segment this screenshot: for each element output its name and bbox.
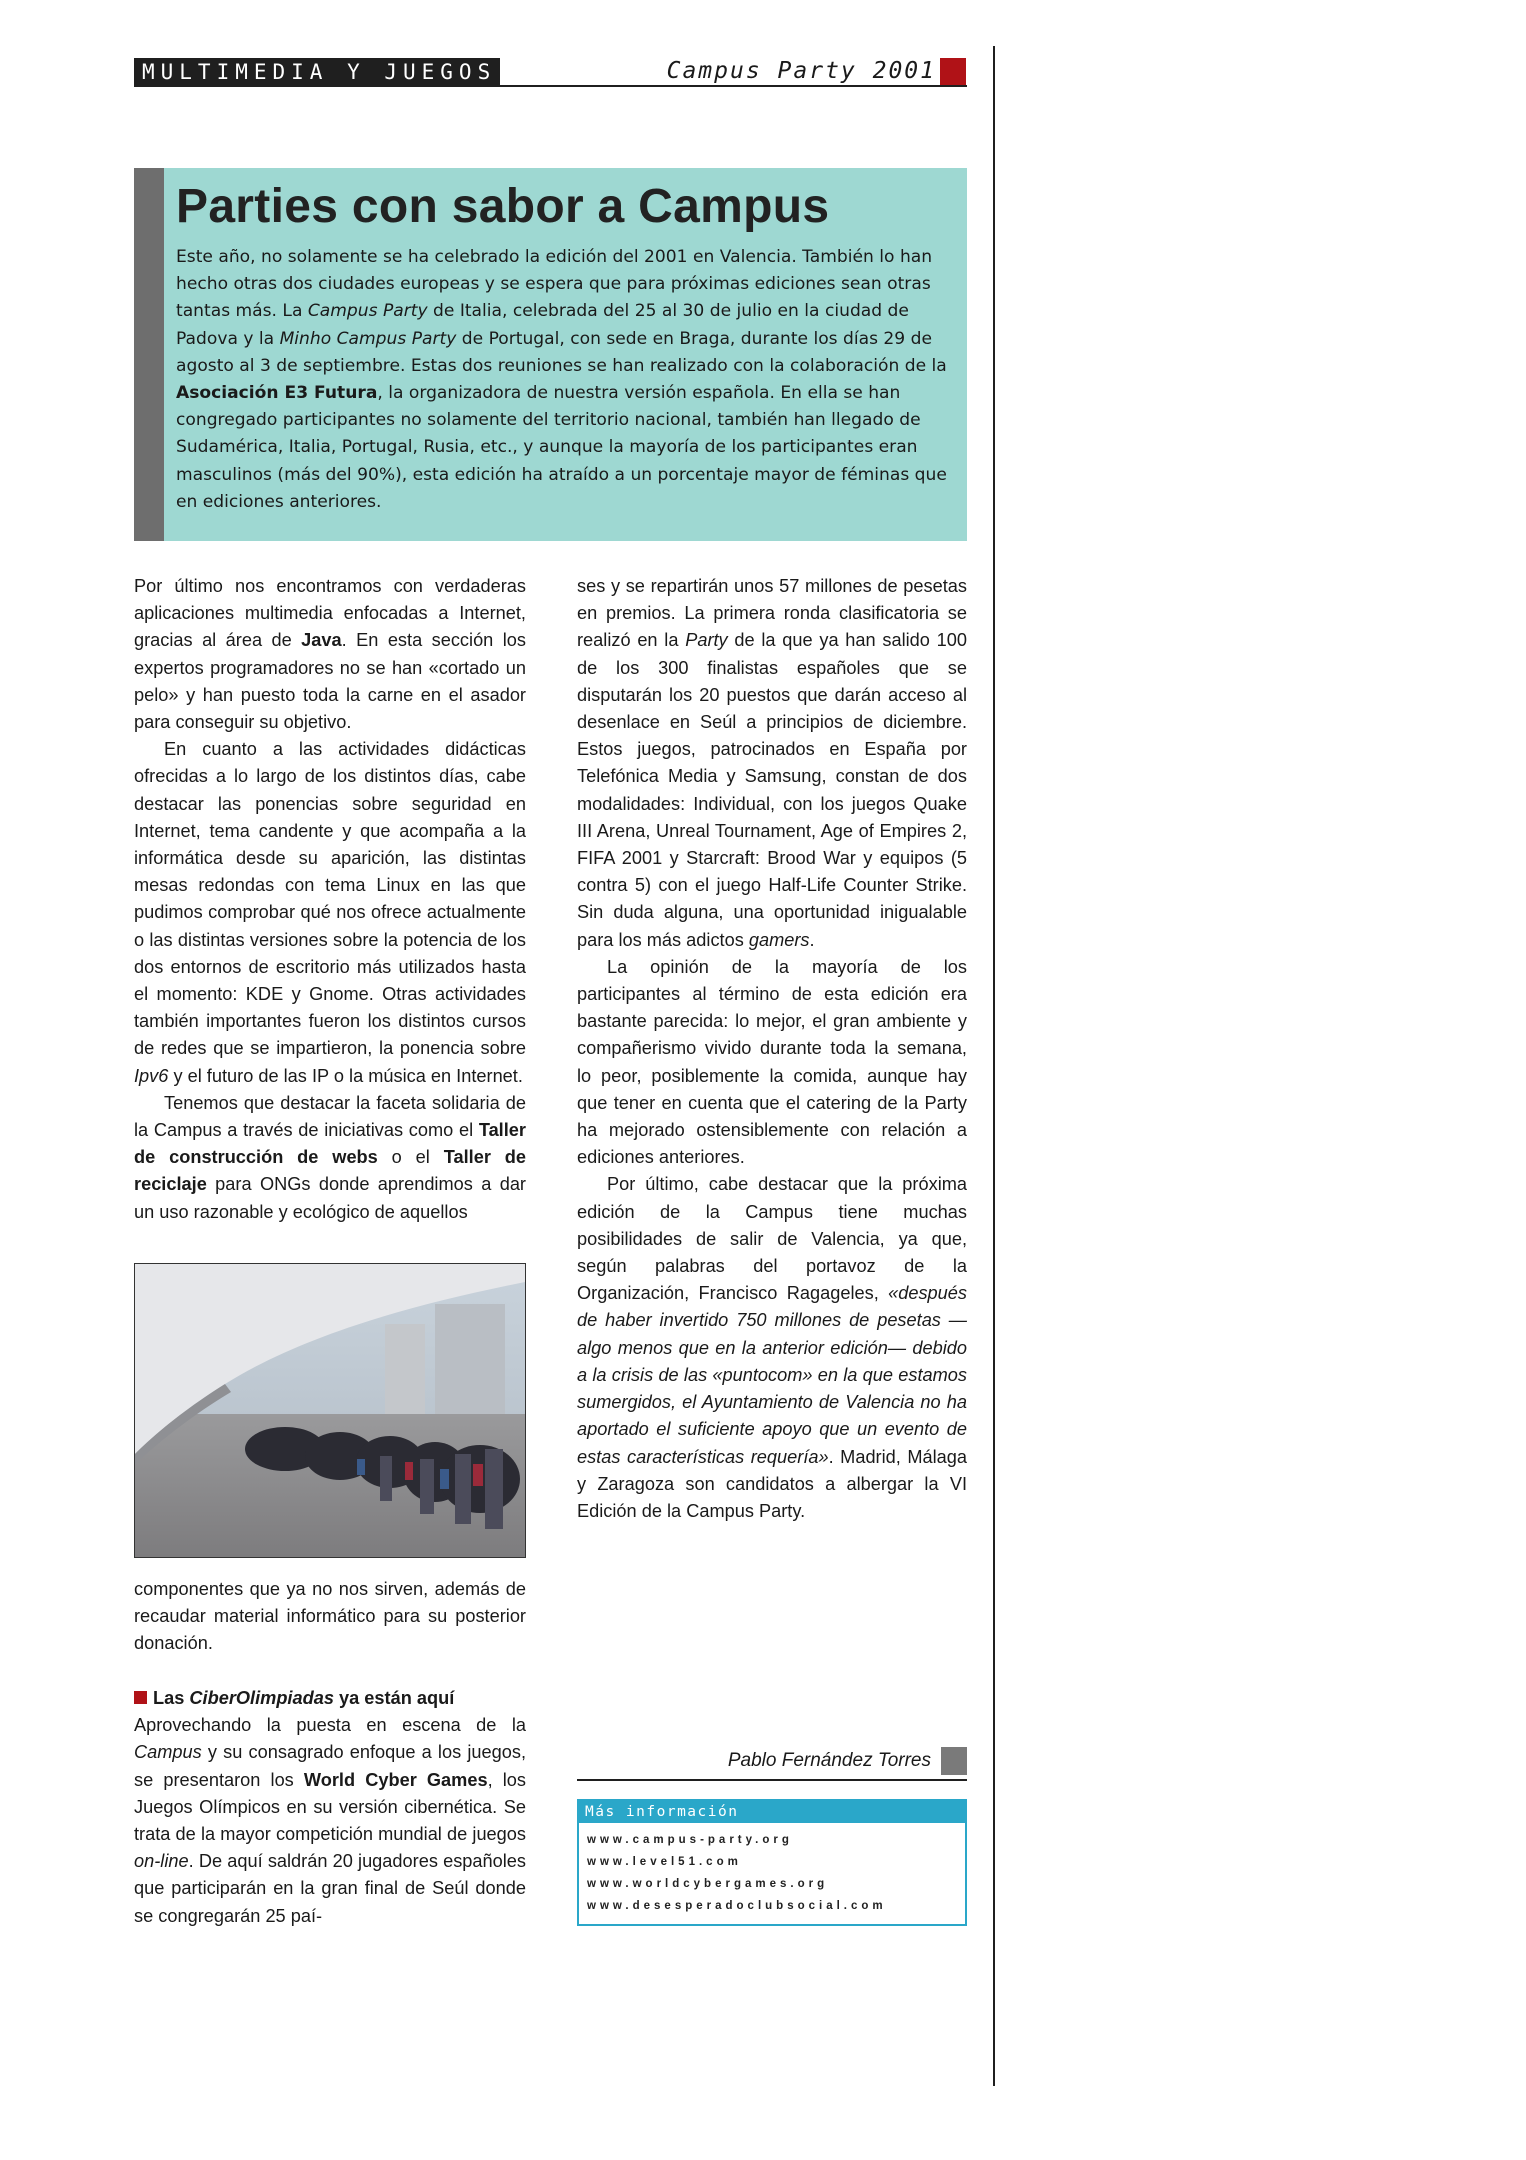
link-desesperadoclubsocial[interactable]: www.desesperadoclubsocial.com xyxy=(587,1900,887,1912)
column-1-section xyxy=(134,1685,526,1930)
author-grey-marker xyxy=(941,1747,967,1775)
link-campus-party[interactable]: www.campus-party.org xyxy=(587,1834,793,1846)
more-info-box xyxy=(577,1799,967,1926)
paragraph: Por último nos encontramos con verdaderas aplicaciones multimedia enfocadas a Internet, gracias al área de Java. En esta sección los expertos programadores no se han «cortado un pelo» y han puesto toda la carne en el asador para conseguir su objetivo. xyxy=(134,576,526,733)
header-rule xyxy=(134,85,967,87)
link-worldcybergames[interactable]: www.worldcybergames.org xyxy=(587,1878,829,1890)
section-label: MULTIMEDIA Y JUEGOS xyxy=(134,58,500,86)
red-square-icon xyxy=(134,1691,147,1704)
column-1-after-photo xyxy=(134,1576,526,1658)
intro-side-bar xyxy=(134,168,164,541)
paragraph: Aprovechando la puesta en escena de la Campus y su consagrado enfoque a los juegos, se presentaron los World Cyber Games, los Juegos Olímpicos en su versión cibernética. Se trata de la mayor competición mundial de juegos on-line. De aquí saldrán 20 jugadores españoles que participarán en la gran final de Seúl donde se congregarán 25 paí- xyxy=(134,1715,526,1926)
page-edge-rule xyxy=(993,46,995,2086)
crowd-photo-illustration xyxy=(135,1264,525,1557)
subsection-heading: Las CiberOlimpiadas ya están aquí xyxy=(134,1685,526,1712)
paragraph: En cuanto a las actividades didácticas ofrecidas a lo largo de los distintos días, cabe destacar las ponencias sobre seguridad en Internet, tema candente y que acompaña a la informática desde su aparición, las distintas mesas redondas con tema Linux en las que pudimos comprobar qué nos ofrece actualmente o las distintas versiones sobre la potencia de los dos entornos de escritorio más utilizados hasta el momento: KDE y Gnome. Otras actividades también importantes fueron los distintos cursos de redes que se impartieron, la ponencia sobre Ipv6 y el futuro de las IP o la música en Internet. xyxy=(134,739,526,1086)
event-photo xyxy=(134,1263,526,1558)
more-info-title: Más información xyxy=(579,1801,965,1823)
column-2 xyxy=(577,573,967,1525)
link-level51[interactable]: www.level51.com xyxy=(587,1856,742,1868)
intro-box xyxy=(134,168,967,541)
paragraph: Por último, cabe destacar que la próxima edición de la Campus tiene muchas posibilidades de salir de Valencia, ya que, según palabras del portavoz de la Organización, Francisco Ragageles, «después de haber invertido 750 millones de pesetas —algo menos que en la anterior edición— debido a la crisis de las «puntocom» en la que estamos sumergidos, el Ayuntamiento de Valencia no ha aportado el suficiente apoyo que un evento de estas características requería». Madrid, Málaga y Zaragoza son candidatos a albergar la VI Edición de la Campus Party. xyxy=(577,1174,967,1521)
article-title: Parties con sabor a Campus xyxy=(176,180,830,233)
paragraph: ses y se repartirán unos 57 millones de pesetas en premios. La primera ronda clasificatoria se realizó en la Party de la que ya han salido 100 de los 300 finalistas españoles que se disputarán los 20 puestos que darán acceso al desenlace en Seúl a principios de diciembre. Estos juegos, patrocinados en España por Telefónica Media y Samsung, constan de dos modalidades: Individual, con los juegos Quake III Arena, Unreal Tournament, Age of Empires 2, FIFA 2001 y Starcraft: Brood War y equipos (5 contra 5) con el juego Half-Life Counter Strike. Sin duda alguna, una oportunidad inigualable para los más adictos gamers. xyxy=(577,576,968,950)
intro-paragraph: Este año, no solamente se ha celebrado la edición del 2001 en Valencia. También lo han hecho otras dos ciudades europeas y se espera que para próximas ediciones sean otras tantas más. La Campus Party de Italia, celebrada del 25 al 30 de julio en la ciudad de Padova y la Minho Campus Party de Portugal, con sede en Braga, durante los días 29 de agosto al 3 de septiembre. Estas dos reuniones se han realizado con la colaboración de la Asociación E3 Futura, la organizadora de nuestra versión española. En ella se han congregado participantes no solamente del territorio nacional, también han llegado de Sudamérica, Italia, Portugal, Rusia, etc., y aunque la mayoría de los participantes eran masculinos (más del 90%), esta edición ha atraído a un porcentaje mayor de féminas que en ediciones anteriores. xyxy=(176,247,947,512)
header-red-marker xyxy=(940,58,966,86)
paragraph: Tenemos que destacar la faceta solidaria de la Campus a través de iniciativas como el Taller de construcción de webs o el Taller de reciclaje para ONGs donde aprendimos a dar un uso razonable y ecológico de aquellos xyxy=(134,1092,526,1222)
more-info-links xyxy=(579,1823,965,1917)
author-name: Pablo Fernández Torres xyxy=(727,1750,931,1771)
magazine-title: Campus Party 2001 xyxy=(666,58,936,84)
author-byline xyxy=(577,1746,967,1778)
paragraph: La opinión de la mayoría de los participantes al término de esta edición era bastante parecida: lo mejor, el gran ambiente y compañerismo vivido durante toda la semana, lo peor, posiblemente la comida, aunque hay que tener en cuenta que el catering de la Party ha mejorado ostensiblemente con relación a ediciones anteriores. xyxy=(577,956,967,1168)
column-1-top xyxy=(134,573,526,1226)
paragraph: componentes que ya no nos sirven, además de recaudar material informático para su posterior donación. xyxy=(134,1579,526,1654)
author-rule xyxy=(577,1779,967,1781)
